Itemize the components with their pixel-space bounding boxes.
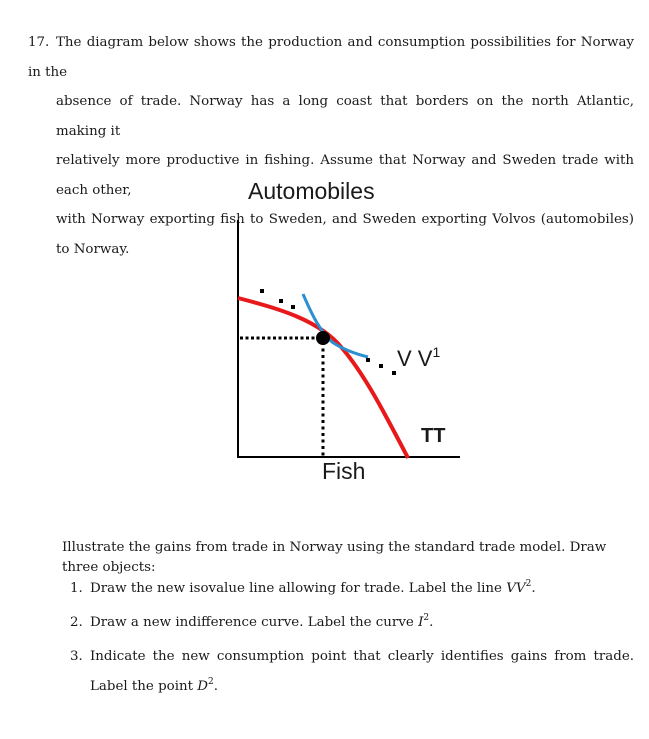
trade-diagram-svg bbox=[222, 170, 472, 490]
isovalue-dot bbox=[279, 299, 283, 303]
isovalue-dot bbox=[392, 371, 396, 375]
trade-diagram bbox=[222, 170, 472, 490]
question-line-1: 17. The diagram below shows the production and consumption possibilities for Norway in the bbox=[28, 28, 634, 87]
question-line-3: relatively more productive in fishing. Assume that Norway and Sweden trade with each other, bbox=[56, 153, 634, 198]
step-item: 3. Indicate the new consumption point that clearly identifies gains from trade. Label the point $D^2$. bbox=[70, 642, 634, 702]
question-number: 17. bbox=[28, 35, 50, 50]
x-axis-label: Fish bbox=[322, 458, 366, 484]
instruction-text: Illustrate the gains from trade in Norway using the standard trade model. Draw three objects: bbox=[62, 540, 607, 575]
isovalue-dot bbox=[366, 358, 370, 362]
question-line-2: absence of trade. Norway has a long coast that borders on the north Atlantic, making it bbox=[56, 94, 634, 139]
isovalue-dot bbox=[379, 364, 383, 368]
step-number: 1. bbox=[70, 581, 83, 596]
step-item: 2. Draw a new indifference curve. Label the curve $I^2$. bbox=[70, 608, 634, 638]
isovalue-dot bbox=[260, 289, 264, 293]
y-axis-label: Automobiles bbox=[248, 178, 375, 204]
isovalue-dot bbox=[291, 305, 295, 309]
step-item: 1. Draw the new isovalue line allowing for trade. Label the line $VV^2$. bbox=[70, 574, 634, 604]
autarky-point bbox=[316, 331, 330, 345]
question-line-4: with Norway exporting fish to Sweden, and Sweden exporting Volvos (automobiles) to Norway. bbox=[56, 212, 634, 257]
ppf-label: TT bbox=[421, 425, 446, 447]
isovalue-label: V $V^1$ bbox=[397, 344, 441, 371]
step-number: 3. bbox=[70, 649, 83, 664]
steps-list bbox=[70, 574, 634, 702]
step-number: 2. bbox=[70, 615, 83, 630]
